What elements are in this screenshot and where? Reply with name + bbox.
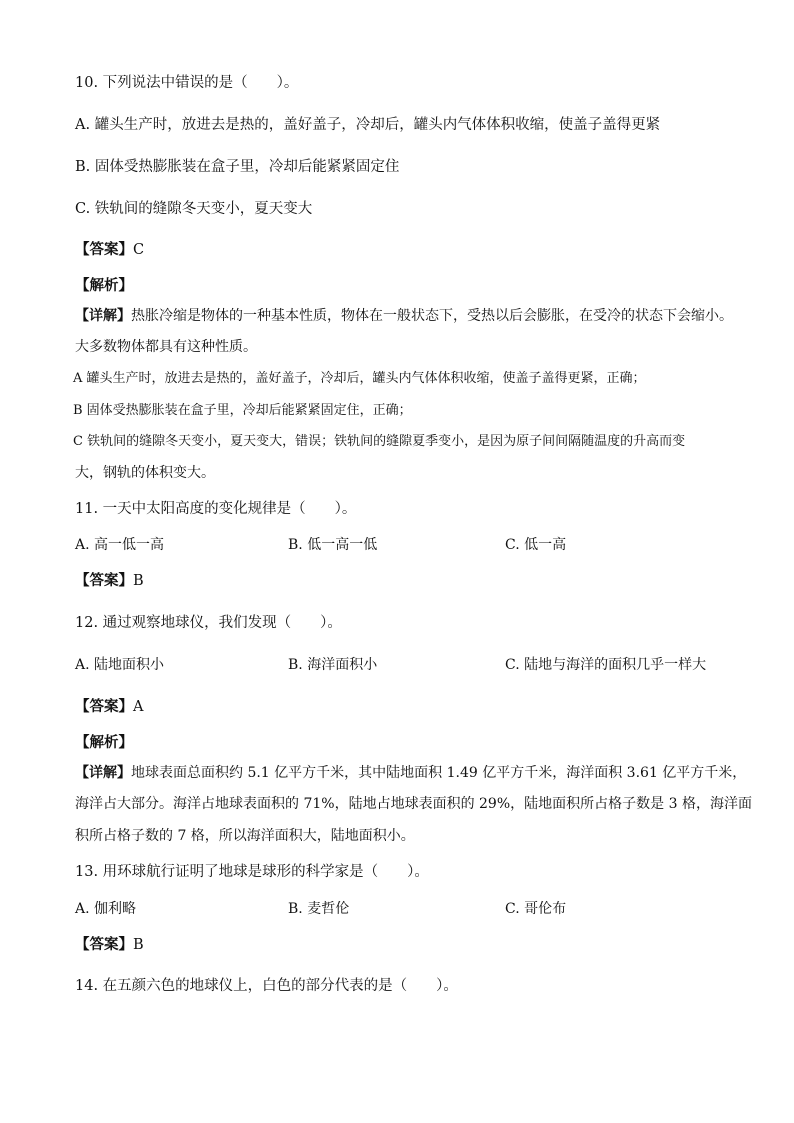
q11-answer	[75, 571, 144, 591]
q12-detail-3: 积所占格子数的 7 格，所以海洋面积大，陆地面积小。	[75, 828, 415, 844]
q14-stem: 14. 在五颜六色的地球仪上，白色的部分代表的是（ ）。	[75, 978, 458, 994]
q10-detail-6: 大，钢轨的体积变大。	[75, 465, 215, 481]
q13-option-b: B. 麦哲伦	[288, 901, 350, 917]
q12-analysis-tag: 【解析】	[75, 734, 133, 751]
q10-detail-1	[75, 306, 733, 326]
q12-option-c: C. 陆地与海洋的面积几乎一样大	[505, 657, 707, 673]
answer-tag: 【答案】	[75, 936, 133, 953]
q13-option-c: C. 哥伦布	[505, 901, 567, 917]
detail-text: 地球表面总面积约 5.1 亿平方千米，其中陆地面积 1.49 亿平方千米，海洋面积 3.61 亿平方千米，	[131, 765, 747, 781]
q10-answer	[75, 240, 144, 260]
answer-tag: 【答案】	[75, 241, 133, 258]
answer-value: C	[133, 242, 145, 258]
q10-option-c: C. 铁轨间的缝隙冬天变小，夏天变大	[75, 201, 313, 217]
q10-stem: 10. 下列说法中错误的是（ ）。	[75, 75, 299, 91]
detail-text: 热胀冷缩是物体的一种基本性质，物体在一般状态下，受热以后会膨胀，在受冷的状态下会缩小。	[131, 308, 733, 324]
answer-value: A	[133, 699, 144, 715]
q10-detail-4: B 固体受热膨胀装在盒子里，冷却后能紧紧固定住，正确；	[73, 403, 412, 418]
q13-answer	[75, 935, 144, 955]
detail-tag: 【详解】	[75, 765, 131, 781]
detail-tag: 【详解】	[75, 308, 131, 324]
answer-tag: 【答案】	[75, 572, 133, 589]
q10-option-a: A. 罐头生产时，放进去是热的，盖好盖子，冷却后，罐头内气体体积收缩，使盖子盖得更紧	[75, 117, 661, 133]
q11-option-c: C. 低一高	[505, 537, 567, 553]
q11-option-a: A. 高一低一高	[75, 537, 165, 553]
q13-stem: 13. 用环球航行证明了地球是球形的科学家是（ ）。	[75, 864, 429, 880]
q10-detail-2: 大多数物体都具有这种性质。	[75, 339, 257, 355]
answer-tag: 【答案】	[75, 698, 133, 715]
q11-option-b: B. 低一高一低	[288, 537, 378, 553]
q12-option-a: A. 陆地面积小	[75, 657, 165, 673]
q10-detail-3: A 罐头生产时，放进去是热的，盖好盖子，冷却后，罐头内气体体积收缩，使盖子盖得更紧，正确；	[73, 371, 646, 386]
q10-analysis-tag: 【解析】	[75, 277, 133, 294]
q12-detail-2: 海洋占大部分。海洋占地球表面积的 71%，陆地占地球表面积的 29%，陆地面积所占格子数是 3 格，海洋面	[75, 796, 752, 812]
q13-option-a: A. 伽利略	[75, 901, 137, 917]
q12-answer	[75, 697, 143, 717]
q12-stem: 12. 通过观察地球仪，我们发现（ ）。	[75, 615, 342, 631]
answer-value: B	[133, 573, 144, 589]
q10-detail-5: C 铁轨间的缝隙冬天变小，夏天变大，错误；铁轨间的缝隙夏季变小，是因为原子间间隔随温度的升高而变	[73, 434, 686, 449]
answer-value: B	[133, 937, 144, 953]
q10-option-b: B. 固体受热膨胀装在盒子里，冷却后能紧紧固定住	[75, 159, 400, 175]
q12-option-b: B. 海洋面积小	[288, 657, 378, 673]
q12-detail-1	[75, 763, 746, 783]
q11-stem: 11. 一天中太阳高度的变化规律是（ ）。	[75, 501, 357, 517]
